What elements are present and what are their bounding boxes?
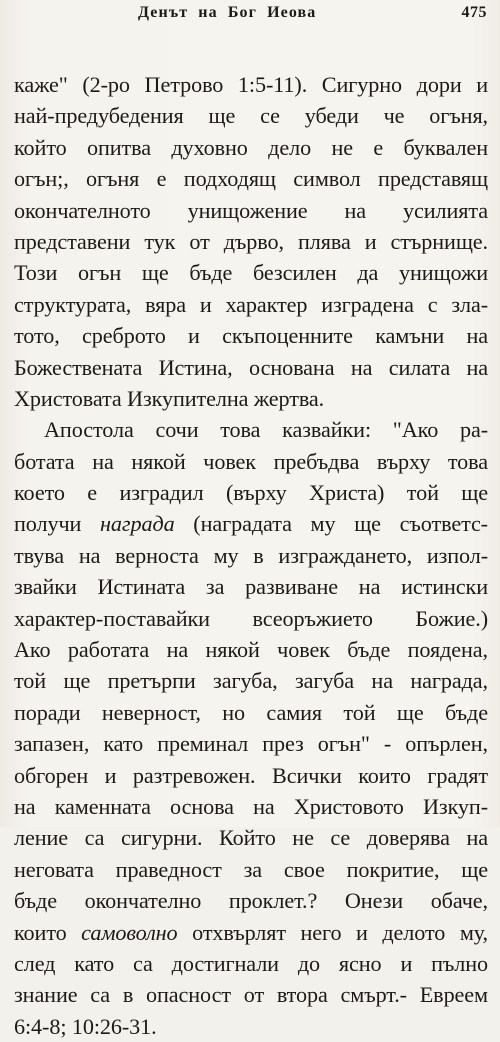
text-line: бъде окончателно проклет.? Онези обаче, [14, 888, 488, 914]
line-text-after: отхвърлят него и делото му, [177, 919, 488, 945]
text-line: звайки Истината за развиване на истински [14, 574, 488, 600]
text-line: Божествената Истина, основана на силата на [14, 354, 488, 380]
text-line: който опитва духовно дело не е буквален [14, 134, 488, 160]
text-line: характер-поставайки всеоръжието Божие.) [14, 605, 488, 631]
text-line: структурата, вяра и характер изградена с зла- [14, 291, 488, 317]
text-line-with-italic [14, 917, 488, 948]
text-line-with-italic [14, 508, 488, 539]
text-line: на каменната основа на Христовото Изкуп- [14, 793, 488, 819]
text-line: Този огън ще бъде безсилен да унищожи [14, 260, 488, 286]
italic-word: награда [100, 511, 175, 537]
line-text-after: (наградата му ще съответс- [174, 511, 488, 537]
text-line: ботата на някой човек пребъдва върху това [14, 448, 488, 474]
text-line: тото, среброто и скъпоценните камъни на [14, 323, 488, 349]
text-line: Христовата Изкупителна жертва. [14, 385, 325, 411]
text-line: след като са достигнали до ясно и пълно [14, 950, 488, 976]
text-line: огън;, огъня е подходящ символ представящ [14, 166, 488, 192]
text-line: запазен, като преминал през огън" - опърлен, [14, 731, 488, 757]
line-text-before: получи [14, 511, 100, 537]
italic-word: самоволно [81, 919, 178, 945]
line-text-before: които [14, 919, 82, 945]
text-line: 6:4-8; 10:26-31. [14, 1013, 157, 1039]
text-line: Ако работата на някой човек бъде поядена, [14, 637, 488, 663]
text-line: окончателното унищожение на усилията [14, 197, 488, 223]
text-line: което е изградил (върху Христа) той ще [14, 480, 488, 506]
page-number: 475 [461, 4, 487, 21]
text-line: поради неверност, но самия той ще бъде [14, 699, 488, 725]
text-line: твува на верноста му в изграждането, изпол- [14, 542, 488, 568]
text-line: каже" (2-ро Петрово 1:5-11). Сигурно дори и [14, 72, 488, 97]
text-line: най-предубедения ще се убеди че огъня, [14, 103, 488, 129]
text-line: той ще претърпи загуба, загуба на награда, [14, 668, 488, 694]
text-line: знание са в опасност от втора смърт.- Евреем [14, 982, 488, 1008]
body-text [14, 69, 488, 1042]
running-head-title: Денът на Бог Иеова [138, 4, 317, 21]
text-line: ление са сигурни. Който не се доверява на [14, 825, 488, 851]
text-line: представени тук от дърво, плява и стърнище. [14, 228, 488, 254]
text-line: неговата праведност за свое покритие, ще [14, 856, 488, 882]
text-line: Апостола сочи това казвайки: "Ако ра- [44, 417, 488, 443]
text-line: обгорен и разтревожен. Всички които градят [14, 762, 488, 788]
